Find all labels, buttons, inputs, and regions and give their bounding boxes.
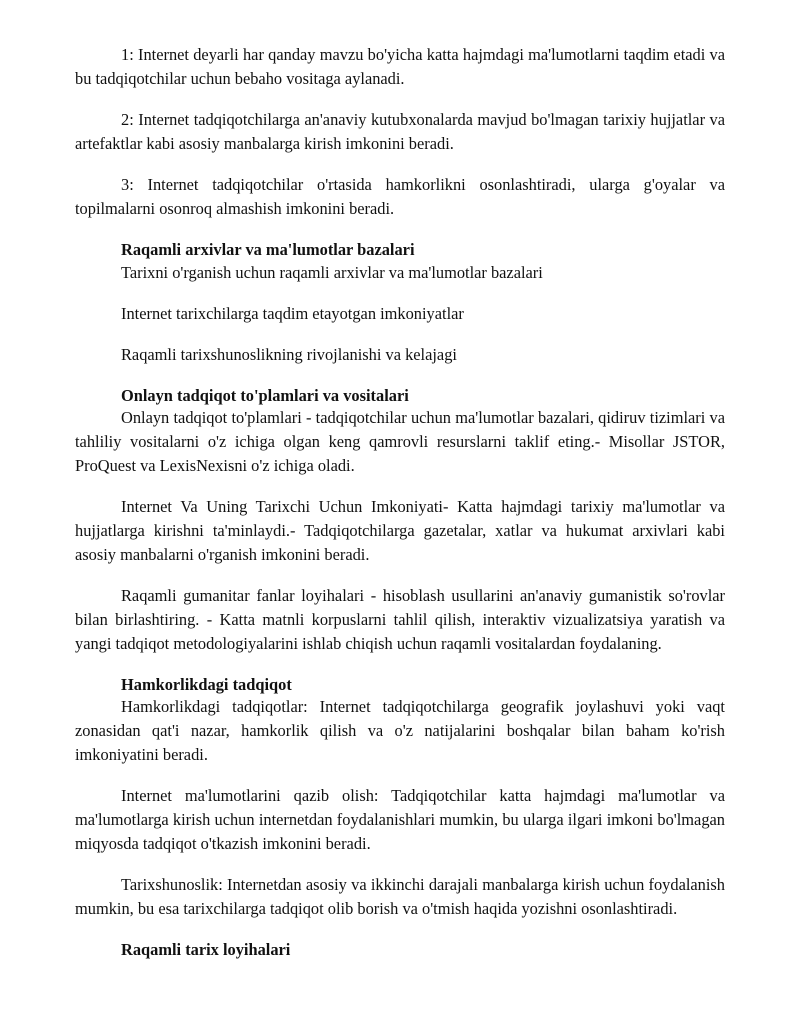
paragraph: 3: Internet tadqiqotchilar o'rtasida hamkorlikni osonlashtiradi, ularga g'oyalar va topilmalarni osonroq almashish imkonini beradi.	[75, 175, 725, 218]
list-line: Internet tarixchilarga taqdim etayotgan imkoniyatlar	[121, 304, 464, 323]
paragraph: Hamkorlikdagi tadqiqotlar: Internet tadqiqotchilarga geografik joylashuvi yoki vaqt zonasidan qat'i nazar, hamkorlik qilish va o'z natijalarini boshqalar bilan baham ko'rish imkoniyatini beradi.	[75, 697, 725, 764]
paragraph: Onlayn tadqiqot to'plamlari - tadqiqotchilar uchun ma'lumotlar bazalari, qidiruv tizimlari va tahliliy vositalarni o'z ichiga olgan keng qamrovli resurslarni taklif eting.- Misollar JSTOR, ProQuest va LexisNexisni o'z ichiga oladi.	[75, 408, 725, 475]
list-line: Tarixni o'rganish uchun raqamli arxivlar va ma'lumotlar bazalari	[121, 263, 543, 282]
section-heading: Raqamli tarix loyihalari	[121, 940, 291, 959]
document-page	[75, 43, 725, 961]
paragraph: Internet Va Uning Tarixchi Uchun Imkoniyati- Katta hajmdagi tarixiy ma'lumotlar va hujjatlarga kirishni ta'minlaydi.- Tadqiqotchilarga gazetalar, xatlar va hukumat arxivlari kabi asosiy manbalarni o'rganish imkonini beradi.	[75, 497, 725, 564]
list-line: Raqamli tarixshunoslikning rivojlanishi va kelajagi	[121, 345, 457, 364]
section-heading: Onlayn tadqiqot to'plamlari va vositalari	[121, 386, 409, 405]
paragraph: Raqamli gumanitar fanlar loyihalari - hisoblash usullarini an'anaviy gumanistik so'rovlar bilan birlashtiring. - Katta matnli korpuslarni tahlil qilish, interaktiv vizualizatsiya yaratish va yangi tadqiqot metodologiyalarini ishlab chiqish uchun raqamli vositalardan foydalaning.	[75, 586, 725, 653]
section-heading: Hamkorlikdagi tadqiqot	[121, 675, 292, 694]
paragraph: 1: Internet deyarli har qanday mavzu bo'yicha katta hajmdagi ma'lumotlarni taqdim etadi va bu tadqiqotchilar uchun bebaho vositaga aylanadi.	[75, 45, 725, 88]
paragraph: Internet ma'lumotlarini qazib olish: Tadqiqotchilar katta hajmdagi ma'lumotlar va ma'lumotlarga kirish uchun internetdan foydalanishlari mumkin, bu ularga ilgari imkoni bo'lmagan miqyosda tadqiqot o'tkazish imkonini beradi.	[75, 786, 725, 853]
paragraph: 2: Internet tadqiqotchilarga an'anaviy kutubxonalarda mavjud bo'lmagan tarixiy hujjatlar va artefaktlar kabi asosiy manbalarga kirish imkonini beradi.	[75, 110, 725, 153]
paragraph: Tarixshunoslik: Internetdan asosiy va ikkinchi darajali manbalarga kirish uchun foydalanish mumkin, bu esa tarixchilarga tadqiqot olib borish va o'tmish haqida yozishni osonlashtiradi.	[75, 875, 725, 918]
section-heading: Raqamli arxivlar va ma'lumotlar bazalari	[121, 240, 415, 259]
